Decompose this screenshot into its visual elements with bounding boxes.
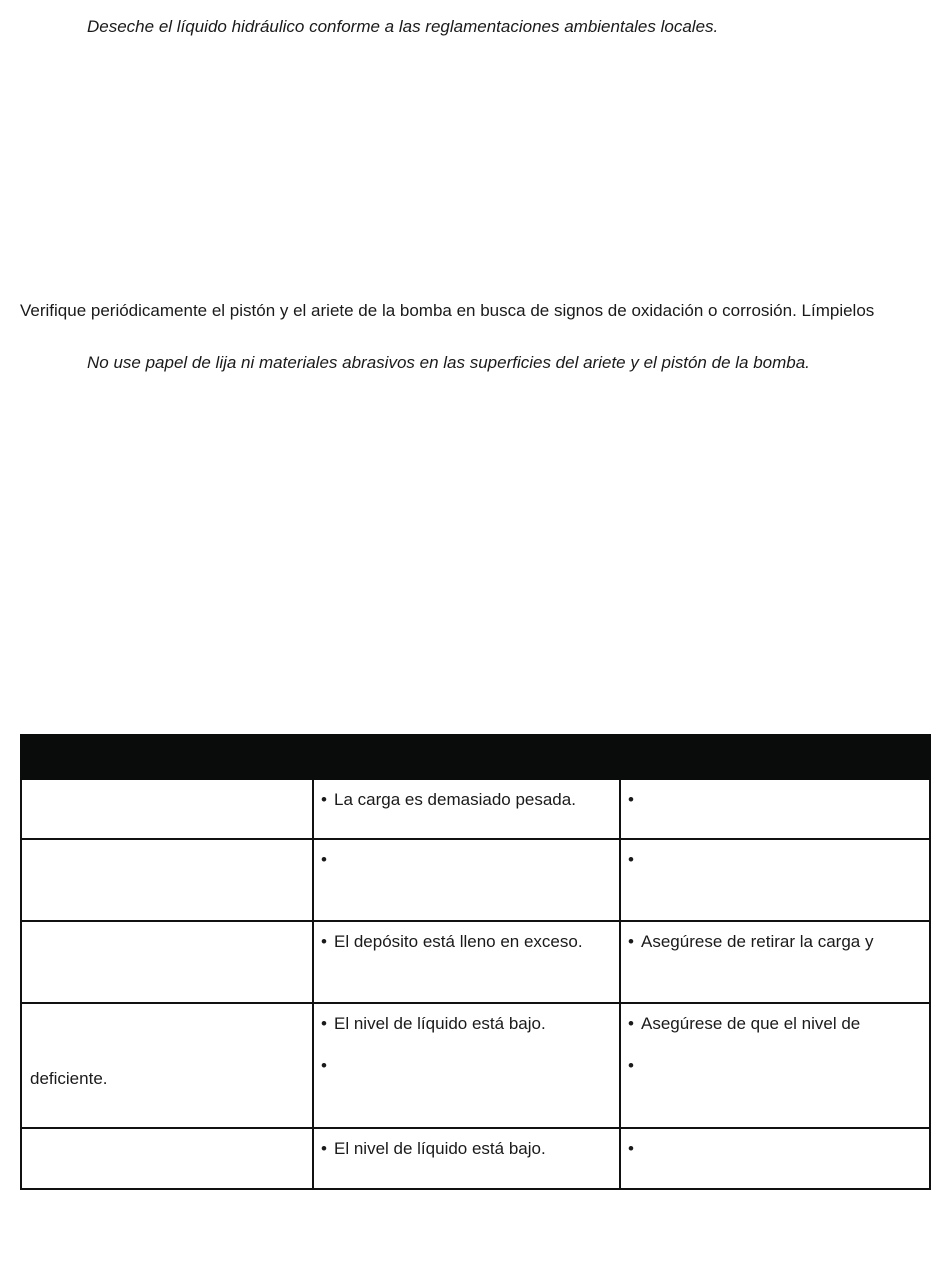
solution-cell [620, 779, 930, 839]
header-cell-solution [620, 735, 930, 779]
table-row [21, 1128, 930, 1189]
cause-cell [313, 921, 620, 1003]
cause-bullet: • El depósito está lleno en exceso. [314, 932, 619, 952]
solution-bullet: • Asegúrese de retirar la carga y [621, 932, 929, 952]
troubleshooting-table [20, 734, 931, 1190]
table-row [21, 1003, 930, 1128]
problem-cell [21, 921, 313, 1003]
cause-bullet: • El nivel de líquido está bajo. [314, 1139, 619, 1159]
problem-cell [21, 779, 313, 839]
cause-cell [313, 1003, 620, 1128]
cause-cell [313, 839, 620, 921]
cause-bullet: • El nivel de líquido está bajo. [314, 1014, 619, 1034]
solution-cell [620, 839, 930, 921]
table-header-row [21, 735, 930, 779]
inspection-paragraph: Verifique periódicamente el pistón y el ariete de la bomba en busca de signos de oxidación o corrosión. Límpielos [20, 301, 875, 320]
header-cell-problem [21, 735, 313, 779]
cause-cell [313, 779, 620, 839]
solution-bullet: • Asegúrese de que el nivel de [621, 1014, 929, 1034]
table-row [21, 921, 930, 1003]
abrasive-warning-note: No use papel de lija ni materiales abrasivos en las superficies del ariete y el pistón de la bomba. [87, 353, 810, 372]
cause-bullet: • La carga es demasiado pesada. [314, 790, 619, 810]
problem-cell [21, 839, 313, 921]
problem-text: deficiente. [30, 1069, 108, 1088]
disposal-note: Deseche el líquido hidráulico conforme a las reglamentaciones ambientales locales. [87, 17, 719, 36]
cause-cell [313, 1128, 620, 1189]
table-row [21, 839, 930, 921]
solution-cell [620, 1128, 930, 1189]
solution-cell [620, 1003, 930, 1128]
problem-cell [21, 1003, 313, 1128]
table-row [21, 779, 930, 839]
problem-cell [21, 1128, 313, 1189]
header-cell-cause [313, 735, 620, 779]
solution-cell [620, 921, 930, 1003]
